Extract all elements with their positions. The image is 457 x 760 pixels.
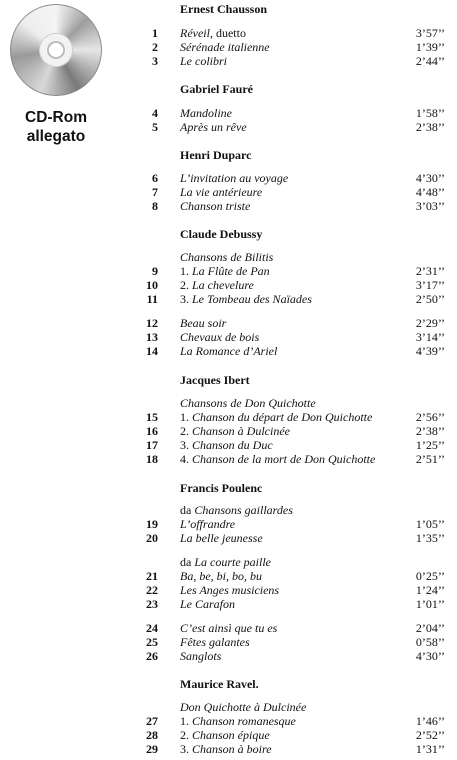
track-duration: 2’56’’ <box>415 410 445 424</box>
track-duration: 3’03’’ <box>415 199 445 213</box>
track-number: 21 <box>146 569 158 583</box>
track-title: C’est ainsì que tu es <box>180 621 278 635</box>
track-title: Sanglots <box>180 649 222 663</box>
track-duration: 2’50’’ <box>415 292 445 306</box>
composer-heading: Maurice Ravel. <box>180 677 259 691</box>
track-title: Le colibri <box>180 54 227 68</box>
track-number: 10 <box>146 278 158 292</box>
cd-label-line2: allegato <box>26 128 86 145</box>
cd-rom-label <box>0 108 112 146</box>
track-title: Fêtes galantes <box>180 635 250 649</box>
track-number: 13 <box>146 330 158 344</box>
track-title: 2. La chevelure <box>180 278 254 292</box>
track-duration: 1’31’’ <box>415 742 445 756</box>
track-duration: 1’35’’ <box>415 531 445 545</box>
track-number: 5 <box>152 120 158 134</box>
track-number: 22 <box>146 583 158 597</box>
track-title: Chanson triste <box>180 199 251 213</box>
subheading-title: Don Quichotte à Dulcinée <box>180 700 307 714</box>
cd-label-line1: CD-Rom <box>25 109 87 126</box>
track-number: 8 <box>152 199 158 213</box>
track-duration: 1’24’’ <box>415 583 445 597</box>
composer-heading: Claude Debussy <box>180 227 263 241</box>
track-number: 7 <box>152 185 158 199</box>
track-title: La Romance d’Ariel <box>180 344 278 358</box>
track-duration: 3’14’’ <box>415 330 445 344</box>
track-number: 15 <box>146 410 158 424</box>
track-title: Chevaux de bois <box>180 330 260 344</box>
subheading-title: Chansons de Bilitis <box>180 250 274 264</box>
track-suffix: , duetto <box>209 26 246 40</box>
composer-heading: Francis Poulenc <box>180 481 263 495</box>
track-duration: 1’25’’ <box>415 438 445 452</box>
track-duration: 2’04’’ <box>415 621 445 635</box>
track-title: Réveil, duetto <box>180 26 246 40</box>
subheading-prefix: da <box>180 503 195 517</box>
track-title: 3. Le Tombeau des Naïades <box>180 292 312 306</box>
track-duration: 2’38’’ <box>415 120 445 134</box>
composer-heading: Gabriel Fauré <box>180 82 253 96</box>
track-duration: 0’25’’ <box>415 569 445 583</box>
track-number: 24 <box>146 621 158 635</box>
track-duration: 2’38’’ <box>415 424 445 438</box>
track-title: 2. Chanson épique <box>180 728 270 742</box>
track-duration: 1’39’’ <box>415 40 445 54</box>
work-subheading <box>180 250 273 265</box>
track-title: 4. Chanson de la mort de Don Quichotte <box>180 452 376 466</box>
track-number: 1 <box>152 26 158 40</box>
track-duration: 1’05’’ <box>415 517 445 531</box>
subheading-title: La courte paille <box>194 555 271 569</box>
track-title: Après un rêve <box>180 120 247 134</box>
track-title: Sérénade italienne <box>180 40 270 54</box>
track-duration: 3’57’’ <box>415 26 445 40</box>
track-title: Beau soir <box>180 316 227 330</box>
track-number: 23 <box>146 597 158 611</box>
track-index: 1. <box>180 264 192 278</box>
subheading-title: Chansons de Don Quichotte <box>180 396 316 410</box>
track-title: 2. Chanson à Dulcinée <box>180 424 290 438</box>
track-number: 14 <box>146 344 158 358</box>
track-duration: 3’17’’ <box>415 278 445 292</box>
track-index: 3. <box>180 438 192 452</box>
track-index: 2. <box>180 728 192 742</box>
cd-rom-disc-icon <box>10 4 102 96</box>
track-number: 26 <box>146 649 158 663</box>
track-index: 1. <box>180 714 192 728</box>
track-duration: 0’58’’ <box>415 635 445 649</box>
track-title: Le Carafon <box>180 597 236 611</box>
track-title: 3. Chanson du Duc <box>180 438 273 452</box>
work-subheading <box>180 555 271 570</box>
track-duration: 2’51’’ <box>415 452 445 466</box>
track-title: La belle jeunesse <box>180 531 263 545</box>
track-title: 3. Chanson à boire <box>180 742 272 756</box>
track-number: 6 <box>152 171 158 185</box>
track-number: 19 <box>146 517 158 531</box>
composer-heading: Ernest Chausson <box>180 2 268 16</box>
track-duration: 2’29’’ <box>415 316 445 330</box>
track-title: L’invitation au voyage <box>180 171 289 185</box>
track-title: 1. Chanson romanesque <box>180 714 296 728</box>
track-duration: 2’44’’ <box>415 54 445 68</box>
track-number: 2 <box>152 40 158 54</box>
track-number: 12 <box>146 316 158 330</box>
track-index: 3. <box>180 292 192 306</box>
track-duration: 2’31’’ <box>415 264 445 278</box>
track-number: 4 <box>152 106 158 120</box>
track-number: 18 <box>146 452 158 466</box>
track-duration: 4’30’’ <box>415 649 445 663</box>
track-duration: 1’01’’ <box>415 597 445 611</box>
track-number: 29 <box>146 742 158 756</box>
track-number: 28 <box>146 728 158 742</box>
track-number: 9 <box>152 264 158 278</box>
track-number: 27 <box>146 714 158 728</box>
track-number: 16 <box>146 424 158 438</box>
track-title: 1. La Flûte de Pan <box>180 264 270 278</box>
composer-heading: Henri Duparc <box>180 148 252 162</box>
track-duration: 1’46’’ <box>415 714 445 728</box>
track-title: Mandoline <box>180 106 232 120</box>
subheading-prefix: da <box>180 555 195 569</box>
track-title: Les Anges musiciens <box>180 583 280 597</box>
track-number: 25 <box>146 635 158 649</box>
track-index: 3. <box>180 742 192 756</box>
track-title: La vie antérieure <box>180 185 263 199</box>
track-duration: 1’58’’ <box>415 106 445 120</box>
track-title: Ba, be, bi, bo, bu <box>180 569 262 583</box>
track-duration: 4’48’’ <box>415 185 445 199</box>
track-number: 17 <box>146 438 158 452</box>
track-number: 20 <box>146 531 158 545</box>
track-index: 2. <box>180 424 192 438</box>
track-index: 2. <box>180 278 192 292</box>
composer-heading: Jacques Ibert <box>180 373 250 387</box>
track-duration: 4’39’’ <box>415 344 445 358</box>
track-duration: 2’52’’ <box>415 728 445 742</box>
track-index: 1. <box>180 410 192 424</box>
track-number: 11 <box>146 292 158 306</box>
track-title: L’offrandre <box>180 517 236 531</box>
subheading-title: Chansons gaillardes <box>194 503 293 517</box>
track-index: 4. <box>180 452 192 466</box>
track-title: 1. Chanson du départ de Don Quichotte <box>180 410 373 424</box>
work-subheading <box>180 503 293 518</box>
work-subheading <box>180 700 306 715</box>
work-subheading <box>180 396 316 411</box>
track-number: 3 <box>152 54 158 68</box>
track-duration: 4’30’’ <box>415 171 445 185</box>
